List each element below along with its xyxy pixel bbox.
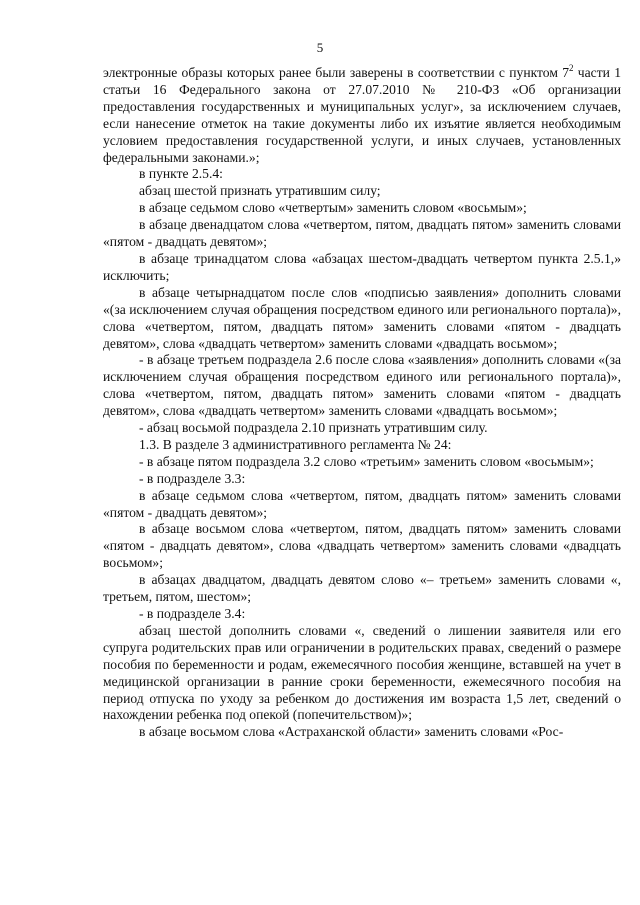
paragraph-4: в абзаце седьмом слово «четвертым» заменить словом «восьмым»; bbox=[139, 200, 527, 216]
paragraph-8: - в абзаце третьем подраздела 2.6 после слова «заявления» дополнить словами «(за исключением случая обращения посредством единого или регионального портала)», слова «четвертом, пятом, двадцать пятом» заменить словами «пятом - двадцать девятом», слова «двадцать четвертом» заменить словами «двадцать восьмом»; bbox=[103, 352, 621, 419]
paragraph-17: абзац шестой дополнить словами «, сведений о лишении заявителя или его супруга родительских прав или ограничении в родительских правах, сведений о размере пособия по беременности и родам, ежемесячного пособия женщине, вставшей на учет в медицинской организации в ранние сроки беременности, ежемесячного пособия на период отпуска по уходу за ребенком до достижения им возраста 1,5 лет, сведений о нахождении ребенка под опекой (попечительством)»; bbox=[103, 622, 621, 723]
paragraph-18: в абзаце восьмом слова «Астраханской области» заменить словами «Рос- bbox=[139, 724, 564, 740]
document-body bbox=[103, 65, 621, 741]
paragraph-14: в абзаце восьмом слова «четвертом, пятом, двадцать пятом» заменить словами «пятом - двадцать девятом», слова «двадцать четвертом» заменить словами «двадцать восьмом»; bbox=[103, 521, 621, 571]
page-number: 5 bbox=[316, 40, 324, 55]
paragraph-2: в пункте 2.5.4: bbox=[139, 166, 223, 182]
paragraph-11: - в абзаце пятом подраздела 3.2 слово «третьим» заменить словом «восьмым»; bbox=[139, 453, 594, 469]
paragraph-15: в абзацах двадцатом, двадцать девятом слово «– третьем» заменить словами «, третьем, пятом, шестом»; bbox=[103, 572, 621, 605]
superscript: 2 bbox=[569, 63, 574, 73]
paragraph-9: - абзац восьмой подраздела 2.10 признать утратившим силу. bbox=[139, 420, 488, 436]
paragraph-5: в абзаце двенадцатом слова «четвертом, пятом, двадцать пятом» заменить словами «пятом - двадцать девятом»; bbox=[103, 217, 621, 250]
paragraph-10: 1.3. В разделе 3 административного регламента № 24: bbox=[139, 436, 452, 452]
paragraph-12: - в подразделе 3.3: bbox=[139, 470, 246, 486]
paragraph-6: в абзаце тринадцатом слова «абзацах шестом-двадцать четвертом пункта 2.5.1,» исключить; bbox=[103, 250, 621, 283]
paragraph-16: - в подразделе 3.4: bbox=[139, 606, 246, 621]
paragraph-3: абзац шестой признать утратившим силу; bbox=[139, 183, 381, 199]
paragraph-13: в абзаце седьмом слова «четвертом, пятом, двадцать пятом» заменить словами «пятом - двадцать девятом»; bbox=[103, 487, 621, 520]
paragraph-1: электронные образы которых ранее были заверены в соответствии с пунктом $7^2$ части 1 статьи 16 Федерального закона от 27.07.2010 № 210-ФЗ «Об организации предоставления государственных и муниципальных услуг», за исключением случаев, если нанесение отметок на такие документы либо их изъятие является необходимым условием предоставления государственной услуги, и иных случаев, установленных федеральными законами.»; bbox=[103, 63, 622, 165]
paragraph-7: в абзаце четырнадцатом после слов «подписью заявления» дополнить словами «(за исключением случая обращения посредством единого или регионального портала)», слова «четвертом, пятом, двадцать пятом» заменить словами «пятом - двадцать девятом», слова «двадцать четвертом» заменить словами «двадцать восьмом»; bbox=[103, 284, 621, 351]
